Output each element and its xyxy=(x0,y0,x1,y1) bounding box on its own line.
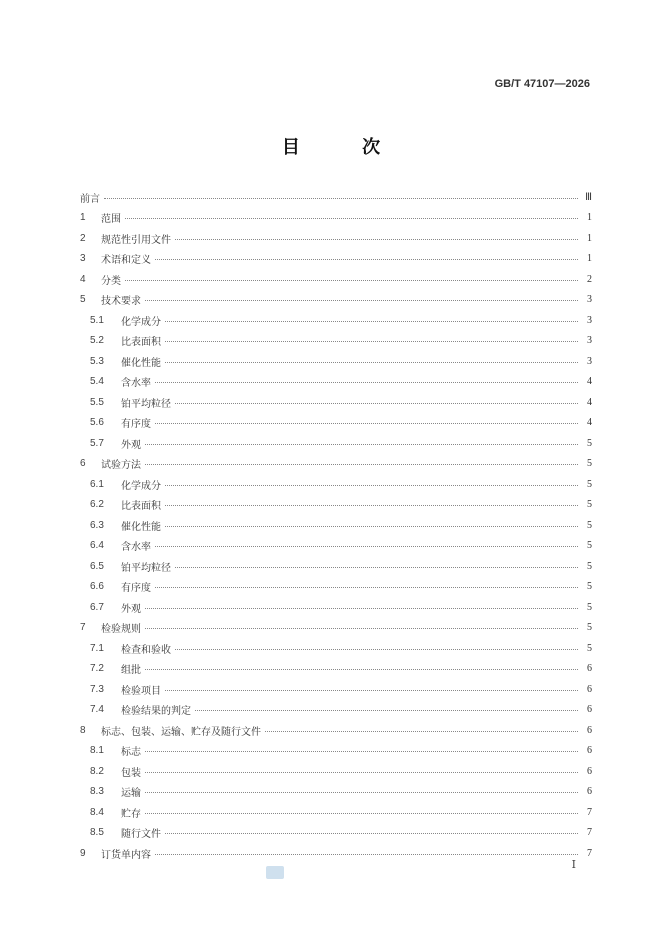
toc-entry-number: 5.4 xyxy=(90,376,104,388)
toc-entry[interactable] xyxy=(80,372,592,393)
toc-entry-number: 8.5 xyxy=(90,827,104,839)
toc-entry-label: 检验结果的判定 xyxy=(121,706,191,718)
toc-entry-number: 6.4 xyxy=(90,540,104,552)
dot-leader xyxy=(145,444,578,445)
toc-entry-number: 6 xyxy=(80,458,86,470)
toc-entry[interactable] xyxy=(80,802,592,823)
toc-entry[interactable] xyxy=(80,782,592,803)
toc-entry-label: 外观 xyxy=(121,439,141,451)
toc-entry-page: 5 xyxy=(587,499,592,511)
dot-leader xyxy=(165,526,578,527)
toc-entry[interactable] xyxy=(80,823,592,844)
toc-entry-label: 贮存 xyxy=(121,808,141,820)
toc-entry-page: 1 xyxy=(587,212,592,224)
toc-entry-page: 5 xyxy=(587,458,592,470)
toc-entry-label: 有序度 xyxy=(121,419,151,431)
toc-entry-label: 检验规则 xyxy=(101,624,141,636)
dot-leader xyxy=(165,833,578,834)
toc-entry-page: 6 xyxy=(587,704,592,716)
dot-leader xyxy=(175,567,578,568)
page-number: I xyxy=(571,858,576,871)
toc-entry[interactable] xyxy=(80,249,592,270)
toc-entry-label: 范围 xyxy=(101,214,121,226)
toc-entry[interactable] xyxy=(80,741,592,762)
toc-entry-page: Ⅲ xyxy=(585,191,592,203)
toc-entry[interactable] xyxy=(80,618,592,639)
toc-entry-page: 3 xyxy=(587,355,592,367)
toc-entry-label: 铂平均粒径 xyxy=(121,562,171,574)
toc-entry-page: 6 xyxy=(587,724,592,736)
dot-leader xyxy=(265,731,578,732)
toc-entry-label: 比表面积 xyxy=(121,337,161,349)
toc-entry-number: 5.6 xyxy=(90,417,104,429)
toc-entry-page: 6 xyxy=(587,786,592,798)
toc-entry-label: 催化性能 xyxy=(121,357,161,369)
dot-leader xyxy=(165,321,578,322)
toc-entry-number: 6.5 xyxy=(90,560,104,572)
toc-entry-label: 含水率 xyxy=(121,542,151,554)
toc-entry-page: 3 xyxy=(587,294,592,306)
dot-leader xyxy=(104,198,578,199)
dot-leader xyxy=(175,239,578,240)
toc-entry-label: 前言 xyxy=(80,193,100,205)
toc-entry-page: 6 xyxy=(587,663,592,675)
toc-entry[interactable] xyxy=(80,638,592,659)
toc-entry-label: 有序度 xyxy=(121,583,151,595)
toc-entry-number: 5.3 xyxy=(90,355,104,367)
toc-entry-number: 7.3 xyxy=(90,683,104,695)
toc-entry-label: 标志 xyxy=(121,747,141,759)
toc-entry[interactable] xyxy=(80,659,592,680)
toc-entry-number: 8.4 xyxy=(90,806,104,818)
toc-entry-label: 外观 xyxy=(121,603,141,615)
dot-leader xyxy=(145,669,578,670)
toc-entry[interactable] xyxy=(80,187,592,208)
watermark-logo xyxy=(266,866,284,879)
toc-entry-label: 化学成分 xyxy=(121,316,161,328)
toc-entry-page: 4 xyxy=(587,396,592,408)
toc-entry-page: 5 xyxy=(587,601,592,613)
toc-entry-number: 5.7 xyxy=(90,437,104,449)
dot-leader xyxy=(195,710,578,711)
toc-entry-page: 4 xyxy=(587,417,592,429)
toc-entry[interactable] xyxy=(80,577,592,598)
toc-entry-page: 7 xyxy=(587,847,592,859)
toc-entry[interactable] xyxy=(80,597,592,618)
toc-entry[interactable] xyxy=(80,392,592,413)
toc-entry[interactable] xyxy=(80,556,592,577)
toc-entry-page: 5 xyxy=(587,642,592,654)
toc-entry-number: 5 xyxy=(80,294,86,306)
toc-entry-page: 5 xyxy=(587,437,592,449)
toc-entry-page: 4 xyxy=(587,376,592,388)
toc-entry-number: 1 xyxy=(80,212,86,224)
toc-entry-page: 6 xyxy=(587,765,592,777)
toc-entry-label: 比表面积 xyxy=(121,501,161,513)
toc-entry[interactable] xyxy=(80,310,592,331)
toc-entry-number: 8.3 xyxy=(90,786,104,798)
toc-entry-label: 检验项目 xyxy=(121,685,161,697)
toc-entry-number: 6.1 xyxy=(90,478,104,490)
toc-entry-number: 7.2 xyxy=(90,663,104,675)
toc-entry[interactable] xyxy=(80,433,592,454)
dot-leader xyxy=(155,382,578,383)
toc-entry[interactable] xyxy=(80,536,592,557)
toc-entry-label: 分类 xyxy=(101,275,121,287)
dot-leader xyxy=(175,649,578,650)
toc-entry[interactable] xyxy=(80,331,592,352)
toc-entry-page: 1 xyxy=(587,253,592,265)
dot-leader xyxy=(145,813,578,814)
table-of-contents xyxy=(80,187,592,864)
toc-entry[interactable] xyxy=(80,413,592,434)
toc-entry-page: 5 xyxy=(587,560,592,572)
dot-leader xyxy=(145,608,578,609)
toc-entry-label: 化学成分 xyxy=(121,480,161,492)
toc-entry[interactable] xyxy=(80,208,592,229)
dot-leader xyxy=(145,751,578,752)
toc-entry-number: 7 xyxy=(80,622,86,634)
standard-code: GB/T 47107—2026 xyxy=(494,78,590,90)
dot-leader xyxy=(145,772,578,773)
toc-entry-label: 随行文件 xyxy=(121,829,161,841)
dot-leader xyxy=(145,792,578,793)
toc-entry-label: 组批 xyxy=(121,665,141,677)
toc-entry[interactable] xyxy=(80,495,592,516)
toc-entry-page: 6 xyxy=(587,745,592,757)
dot-leader xyxy=(155,259,578,260)
dot-leader xyxy=(165,362,578,363)
toc-entry[interactable] xyxy=(80,843,592,864)
toc-entry-label: 检查和验收 xyxy=(121,644,171,656)
toc-entry-number: 8 xyxy=(80,724,86,736)
toc-entry[interactable] xyxy=(80,700,592,721)
dot-leader xyxy=(175,403,578,404)
toc-entry-label: 铂平均粒径 xyxy=(121,398,171,410)
toc-entry[interactable] xyxy=(80,228,592,249)
dot-leader xyxy=(165,505,578,506)
dot-leader xyxy=(165,485,578,486)
toc-entry-page: 7 xyxy=(587,827,592,839)
toc-entry-number: 8.2 xyxy=(90,765,104,777)
toc-entry-label: 含水率 xyxy=(121,378,151,390)
toc-entry-label: 术语和定义 xyxy=(101,255,151,267)
toc-entry[interactable] xyxy=(80,679,592,700)
dot-leader xyxy=(155,587,578,588)
toc-entry-number: 5.1 xyxy=(90,314,104,326)
dot-leader xyxy=(165,690,578,691)
toc-entry[interactable] xyxy=(80,290,592,311)
toc-entry-label: 运输 xyxy=(121,788,141,800)
toc-entry-label: 标志、包装、运输、贮存及随行文件 xyxy=(101,726,261,738)
toc-entry-number: 6.6 xyxy=(90,581,104,593)
toc-entry-page: 1 xyxy=(587,232,592,244)
toc-entry[interactable] xyxy=(80,269,592,290)
toc-entry[interactable] xyxy=(80,351,592,372)
dot-leader xyxy=(145,628,578,629)
dot-leader xyxy=(125,280,578,281)
toc-entry-page: 5 xyxy=(587,478,592,490)
toc-entry-number: 6.2 xyxy=(90,499,104,511)
toc-entry-number: 8.1 xyxy=(90,745,104,757)
toc-entry[interactable] xyxy=(80,720,592,741)
toc-entry-page: 3 xyxy=(587,335,592,347)
dot-leader xyxy=(145,464,578,465)
dot-leader xyxy=(145,300,578,301)
toc-entry-page: 2 xyxy=(587,273,592,285)
toc-entry-page: 6 xyxy=(587,683,592,695)
toc-entry-number: 5.2 xyxy=(90,335,104,347)
dot-leader xyxy=(155,854,578,855)
page-title: 目 次 xyxy=(281,137,409,158)
toc-entry[interactable] xyxy=(80,515,592,536)
toc-entry-number: 2 xyxy=(80,232,86,244)
toc-entry-number: 3 xyxy=(80,253,86,265)
toc-entry-label: 包装 xyxy=(121,767,141,779)
toc-entry-page: 5 xyxy=(587,622,592,634)
toc-entry-page: 5 xyxy=(587,540,592,552)
toc-entry-number: 4 xyxy=(80,273,86,285)
toc-entry-number: 6.3 xyxy=(90,519,104,531)
toc-entry-page: 7 xyxy=(587,806,592,818)
dot-leader xyxy=(155,423,578,424)
toc-entry-number: 7.4 xyxy=(90,704,104,716)
toc-entry-label: 试验方法 xyxy=(101,460,141,472)
toc-entry-label: 催化性能 xyxy=(121,521,161,533)
dot-leader xyxy=(125,218,578,219)
toc-entry-number: 9 xyxy=(80,847,86,859)
toc-entry-number: 6.7 xyxy=(90,601,104,613)
toc-entry-page: 5 xyxy=(587,519,592,531)
toc-entry[interactable] xyxy=(80,474,592,495)
toc-entry-label: 技术要求 xyxy=(101,296,141,308)
toc-entry-number: 7.1 xyxy=(90,642,104,654)
dot-leader xyxy=(165,341,578,342)
toc-entry[interactable] xyxy=(80,454,592,475)
toc-entry-number: 5.5 xyxy=(90,396,104,408)
toc-entry-page: 5 xyxy=(587,581,592,593)
toc-entry-label: 订货单内容 xyxy=(101,849,151,861)
dot-leader xyxy=(155,546,578,547)
toc-entry-label: 规范性引用文件 xyxy=(101,234,171,246)
toc-entry[interactable] xyxy=(80,761,592,782)
toc-entry-page: 3 xyxy=(587,314,592,326)
